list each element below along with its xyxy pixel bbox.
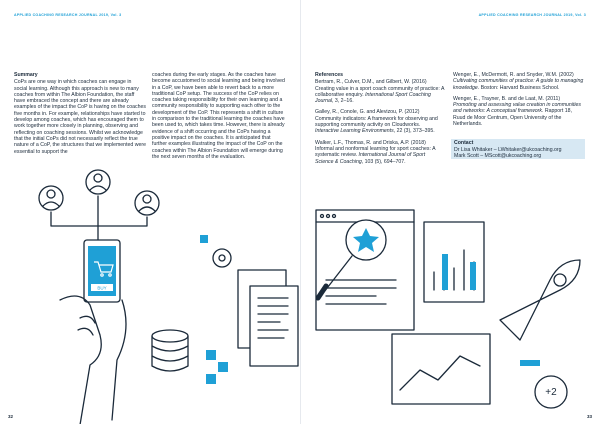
reference-title: Promoting and assessing value creation in communities and networks: A conceptual framework bbox=[453, 102, 582, 115]
contact-line-1: Dr Lisa Whitaker – LWhitaker@ukcoaching.org bbox=[454, 147, 562, 153]
dashboard-panel bbox=[392, 334, 490, 404]
summary-text-2: coaches during the early stages. As the coaches have become accustomed to social learning and being involved in a CoP, we have been able to revert back to a more traditional CoP setup. The success of the CoP relies on coaches taking responsibility for their own learning and a community responsibility to supporting each other to the development of the CoP. This represents a shift in culture in comparison to the traditional learning the coaches have been used to, which takes time. However, there is already evidence of a shift occurring and the CoPs having a positive impact on the coaches. It is anticipated that further examples illustrating the impact of the CoP on the coaches within The Albion Foundation will emerge during the next seven months of the evaluation. bbox=[152, 72, 285, 160]
reference-details: , 22 (3), 373–395. bbox=[393, 128, 435, 135]
rocket-illustration bbox=[500, 260, 580, 340]
plus-badge-text: +2 bbox=[545, 387, 557, 398]
reference-title: Cultivating communities of practice: A guide to managing knowledge bbox=[453, 78, 584, 91]
gear-icon bbox=[213, 249, 231, 267]
reference-details: . Boston: Harvard Business School. bbox=[477, 84, 560, 91]
reference-title: Interactive Learning Environments bbox=[315, 128, 394, 135]
contact-line-2: Mark Scott – MScott@ukcoaching.org bbox=[454, 153, 542, 159]
references-heading: References bbox=[315, 72, 343, 78]
coin-stack bbox=[152, 330, 188, 371]
person-icon-left bbox=[39, 186, 63, 210]
summary-heading: Summary bbox=[14, 72, 38, 78]
reference-details: , 103 (5), 694–707. bbox=[361, 158, 406, 165]
reference-title: International Sport Coaching Journal bbox=[315, 91, 431, 105]
buy-label: BUY bbox=[97, 285, 107, 291]
phone-illustration bbox=[60, 240, 126, 424]
reference-title: International Journal of Sport Science & Coaching bbox=[315, 152, 426, 165]
reference-text: Bertram, R., Culver, D.M., and Gilbert, W. (2016) Creating value in a sport coach community of practice: A collaborative enquiry. bbox=[315, 79, 445, 98]
reference-details: . Rapport 18, Ruud de Moor Centrum, Open University of the Netherlands. bbox=[453, 108, 572, 128]
contact-heading: Contact bbox=[454, 140, 474, 146]
running-header-left: APPLIED COACHING RESEARCH JOURNAL 2019, Vol. 3 bbox=[14, 13, 122, 17]
reference-details: , 3, 2–16. bbox=[332, 98, 354, 105]
person-icon-right bbox=[135, 191, 159, 215]
page-number-left: 32 bbox=[8, 414, 14, 419]
reference-text: Wenger, E., Trayner, B. and de Laat, M. (2011) bbox=[453, 95, 561, 102]
running-header-right: APPLIED COACHING RESEARCH JOURNAL 2019, Vol. 3 bbox=[478, 13, 586, 17]
reference-text: Walker, L.F., Thomas, R. and Driska, A.P. (2018) Informal and nonformal learning for sport coaches: A systematic review. bbox=[315, 139, 436, 159]
document-stack bbox=[238, 270, 298, 366]
reference-text: Wenger, E., McDermott, R. and Snyder, W.M. (2002) bbox=[453, 72, 574, 78]
person-icon-center bbox=[86, 170, 110, 194]
reference-text: Galley, R., Conole, G. and Alevizou, P. (2012) Community indicators: A framework for observing and supporting community activity on Cloudworks. bbox=[315, 109, 438, 129]
page-number-right: 33 bbox=[586, 414, 592, 419]
summary-text-1: CoPs are one way in which coaches can engage in social learning. Although this approach is new to many coaches from within The Albion Foundation, the staff have embraced the concept and there are already examples of the impact the CoP is having on the coaches five months in. For example, relationships have started to develop among coaches, which has encouraged them to work together more closely in planning, observing and reflecting on coaching sessions. Whilst we acknowledge that the initial CoPs did not necessarily reflect the true nature of a CoP, the structures that we implemented were essential to support the bbox=[14, 79, 146, 155]
